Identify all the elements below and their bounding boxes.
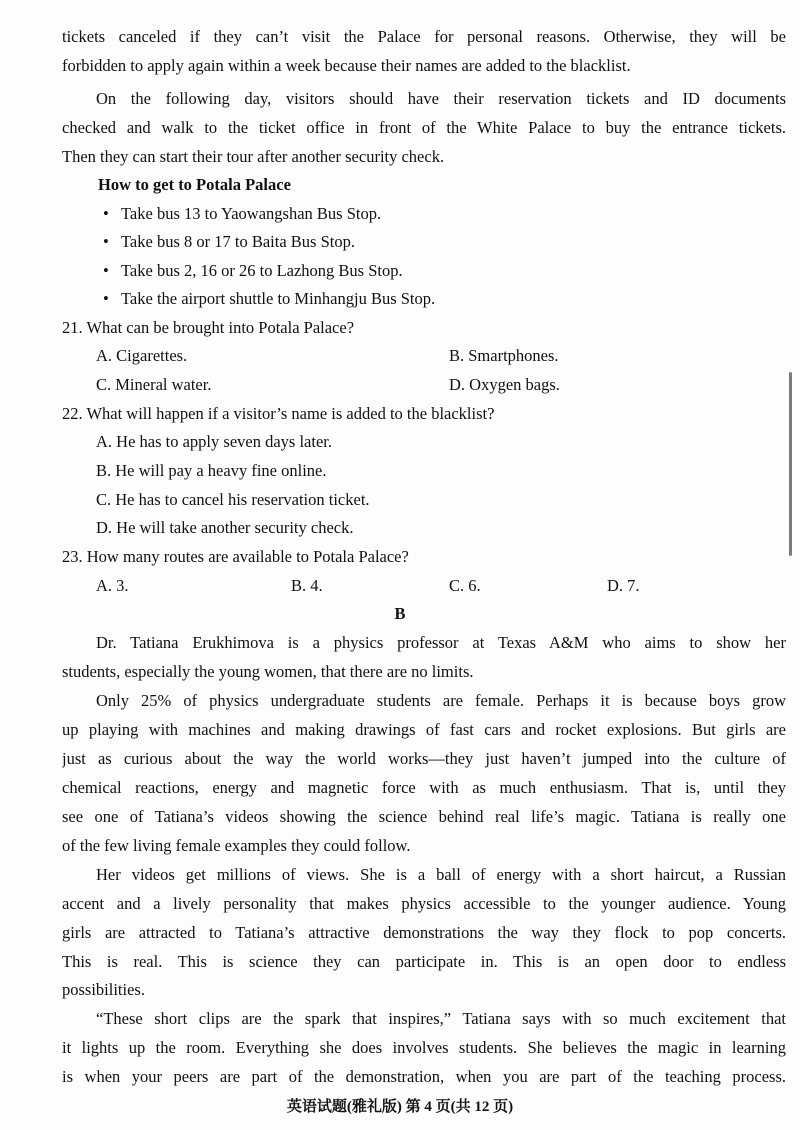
- passage-line: girls are attracted to Tatiana’s attractive demonstrations the way they flock to pop concerts.: [62, 923, 786, 942]
- answer-option: A. 3.: [96, 576, 129, 595]
- scrollbar[interactable]: [789, 372, 792, 556]
- passage-line: just as curious about the way the world works—they just haven’t jumped into the culture of: [62, 749, 786, 768]
- route-text: Take bus 2, 16 or 26 to Lazhong Bus Stop.: [121, 261, 403, 280]
- bullet-dot-icon: •: [103, 261, 109, 280]
- passage-line: checked and walk to the ticket office in front of the White Palace to buy the entrance tickets.: [62, 118, 786, 137]
- passage-line: On the following day, visitors should have their reservation tickets and ID documents: [96, 89, 786, 108]
- passage-line: This is real. This is science they can participate in. This is an open door to endless: [62, 952, 786, 971]
- passage-line: tickets canceled if they can’t visit the Palace for personal reasons. Otherwise, they will be: [62, 27, 786, 46]
- route-bullet: [103, 227, 355, 256]
- answer-option: A. He has to apply seven days later.: [96, 432, 332, 451]
- answer-option: B. He will pay a heavy fine online.: [96, 461, 327, 480]
- passage-line: forbidden to apply again within a week because their names are added to the blacklist.: [62, 56, 631, 75]
- answer-option: B. Smartphones.: [449, 346, 559, 365]
- passage-line: possibilities.: [62, 980, 145, 999]
- section-heading: B: [394, 604, 406, 623]
- question-stem: 22. What will happen if a visitor’s name is added to the blacklist?: [62, 404, 495, 423]
- passage-line: Only 25% of physics undergraduate students are female. Perhaps it is because boys grow: [96, 691, 786, 710]
- route-text: Take the airport shuttle to Minhangju Bus Stop.: [121, 289, 436, 308]
- route-heading: How to get to Potala Palace: [98, 175, 291, 194]
- passage-line: accent and a lively personality that makes physics accessible to the younger audience. Young: [62, 894, 786, 913]
- answer-option: C. He has to cancel his reservation ticket.: [96, 490, 370, 509]
- answer-option: D. He will take another security check.: [96, 518, 354, 537]
- answer-option: C. 6.: [449, 576, 481, 595]
- answer-option: C. Mineral water.: [96, 375, 212, 394]
- answer-option: D. 7.: [607, 576, 640, 595]
- passage-line: see one of Tatiana’s videos showing the science behind real life’s magic. Tatiana is really one: [62, 807, 786, 826]
- route-bullet: [103, 256, 403, 285]
- question-stem: 23. How many routes are available to Potala Palace?: [62, 547, 409, 566]
- answer-option: D. Oxygen bags.: [449, 375, 560, 394]
- question-stem: 21. What can be brought into Potala Palace?: [62, 318, 355, 337]
- passage-line: is when your peers are part of the demonstration, when you are part of the teaching process.: [62, 1067, 786, 1086]
- passage-line: Dr. Tatiana Erukhimova is a physics professor at Texas A&M who aims to show her: [96, 633, 786, 652]
- passage-line: “These short clips are the spark that inspires,” Tatiana says with so much excitement that: [96, 1009, 786, 1028]
- route-text: Take bus 13 to Yaowangshan Bus Stop.: [121, 204, 382, 223]
- passage-line: Then they can start their tour after another security check.: [62, 147, 445, 166]
- passage-line: up playing with machines and making drawings of fast cars and rocket explosions. But girls are: [62, 720, 786, 739]
- passage-line: Her videos get millions of views. She is a ball of energy with a short haircut, a Russian: [96, 865, 786, 884]
- passage-line: students, especially the young women, that there are no limits.: [62, 662, 474, 681]
- bullet-dot-icon: •: [103, 232, 109, 251]
- answer-option: A. Cigarettes.: [96, 346, 188, 365]
- route-bullet: [103, 199, 381, 228]
- answer-option: B. 4.: [291, 576, 323, 595]
- passage-line: of the few living female examples they could follow.: [62, 836, 411, 855]
- page-footer: 英语试题(雅礼版) 第 4 页(共 12 页): [286, 1099, 514, 1115]
- passage-line: it lights up the room. Everything she does involves students. She believes the magic in learning: [62, 1038, 786, 1057]
- route-text: Take bus 8 or 17 to Baita Bus Stop.: [121, 232, 355, 251]
- passage-line: chemical reactions, energy and magnetic force with as much enthusiasm. That is, until they: [62, 778, 786, 797]
- route-bullet: [103, 284, 435, 313]
- bullet-dot-icon: •: [103, 289, 109, 308]
- bullet-dot-icon: •: [103, 204, 109, 223]
